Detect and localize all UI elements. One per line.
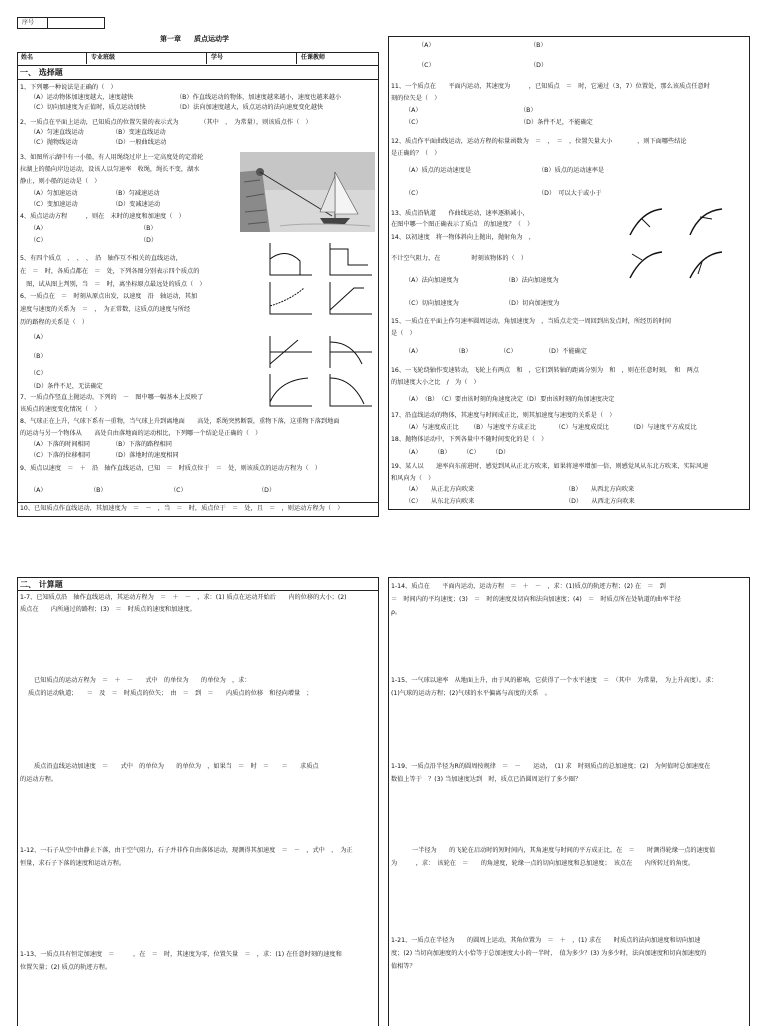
q8-line2: 的运动与另一个物体从 高处自由落地面的运动相比，下列哪一个结论是正确的（ ）: [20, 430, 262, 437]
section-divider: [17, 79, 379, 80]
q19-d: （D） 从西北方向吹来: [565, 498, 635, 505]
calc-1-14-line3: ρ。: [391, 609, 402, 616]
q7-line2: 该质点的速度变化情况（ ）: [20, 406, 101, 413]
q4-c: （C）: [30, 237, 47, 244]
chapter-label: 第一章: [160, 35, 181, 43]
q11-line2: 刻的位矢是（ ）: [391, 95, 441, 102]
q15-line2: 是（ ）: [391, 330, 416, 337]
field-name: 姓名: [17, 52, 87, 64]
q2: 2、一质点在平面上运动，已知质点的位置矢量的表示式为 （其中 、 为常量），则该质点作（ ）: [20, 119, 312, 126]
q12: 12、质点作平面曲线运动，运动方程的标量函数为 ＝ ， ＝ ，位置矢量大小 ，则下面哪些结论: [391, 138, 687, 145]
calc-1-14-line2: ＝ 时间内的平均速度；(3) ＝ 时的速度及切向和法向加速度；(4) ＝ 时质点所在处轨道的曲率半径: [391, 596, 681, 603]
q6-d: （D）条件不足，无法确定: [30, 383, 103, 390]
field-class: 专业班级: [87, 52, 207, 64]
q3-line3: 静止，则小船的运动是（ ）: [20, 178, 101, 185]
q9-c: （C）: [170, 487, 187, 494]
q19-a: （A） 从正北方向吹来: [405, 486, 475, 493]
q2-c: （C）抛物线运动: [30, 139, 78, 146]
q14-a: （A）法向加速度为: [405, 277, 459, 284]
q13-line2: 在图中哪一个图正确表示了质点 的加速度？（ ）: [391, 221, 534, 228]
q5-graph-c: [268, 280, 314, 316]
q7-graph-c: [268, 372, 314, 408]
section2-divider: [17, 590, 379, 591]
q11-a: （A）: [405, 107, 422, 114]
q14-c: （C）切向加速度为: [405, 300, 459, 307]
q3-d: （D）变减速运动: [112, 201, 161, 208]
calc-1-15-line2: (1)气球的运动方程；(2)气球的水平偏离与高度的关系 。: [391, 690, 551, 697]
q5-graph-a: [268, 241, 314, 277]
q10-a: （A）: [418, 42, 435, 49]
section-heading-2: 二、 计算题: [20, 580, 63, 589]
q18: 18、抛物体运动中，下列各量中不随时间变化的是（ ）: [391, 436, 548, 443]
q3-b: （B）匀减速运动: [112, 190, 160, 197]
calc-1-15: 1-15、一气球以速率 从地面上升，由于风的影响，它获得了一个水平速度 ＝ （其中 为常量， 为上升高度）。求：: [391, 677, 718, 684]
calc-1-7-line2: 质点在 内所通过的路程；(3) ＝ 时质点的速度和加速度。: [20, 606, 196, 613]
q2-a: （A）匀速直线运动: [30, 129, 84, 136]
serial-label: 序号: [18, 18, 48, 28]
field-id: 学号: [207, 52, 297, 64]
q11-b: （B）: [520, 107, 537, 114]
page-title: 质点运动学: [194, 35, 229, 43]
q6-line2: 速度与速度的关系为 ＝ ， 为正常数，这质点的速度与所经: [20, 306, 191, 313]
q6-a: （A）: [30, 334, 47, 341]
q17: 17、沿直线运动的物体，其速度与时间成正比，则其加速度与速度的关系是（ ）: [391, 412, 616, 419]
q12-line2: 是正确的？（ ）: [391, 150, 441, 157]
q6-b: （B）: [30, 353, 47, 360]
q10-c: （C）: [418, 62, 435, 69]
serial-box: [17, 17, 105, 29]
calc-1-20-line2: 为 ，求： 该轮在 ＝ 的角速度，轮缘一点的切向加速度和总加速度； 该点在 内所转过的角度。: [391, 860, 695, 867]
q5: 5、有四个质点 、 、 、 沿 轴作互不相关的直线运动，: [20, 255, 182, 262]
q1-a: （A）运动物体加速度越大，速度越快: [30, 94, 134, 101]
calc-1-13: 1-13、一质点具有恒定加速度 ＝ ，在 ＝ 时，其速度为零，位置矢量 ＝ ，求：(1) 在任意时刻的速度和: [20, 951, 342, 958]
q9-b: （B）: [90, 487, 107, 494]
field-teacher: 任课教师: [301, 54, 326, 61]
q11: 11、一个质点在 平面内运动，其速度为 ，已知质点 ＝ 时，它通过（3，7）位置处，那么该质点任意时: [391, 83, 710, 90]
q1-b: （B）作直线运动的物体，加速度越来越小，速度也越来越小: [176, 94, 342, 101]
q16-options: （A） （B） （C）要由该时刻的角速度决定（D）要由该时刻的角加速度决定: [405, 396, 615, 403]
q10-divider: [17, 502, 379, 503]
q17-b: （B）与速度平方成正比: [470, 424, 537, 431]
q14-d: （D）切向加速度为: [505, 300, 560, 307]
q1-c: （C）切向加速度为正值时，质点运动加快: [30, 104, 146, 111]
calc-1-12-line2: 恒量，求石子下落的速度和运动方程。: [20, 860, 126, 867]
q8-b: （B）下落的路程相同: [112, 441, 172, 448]
q17-c: （C）与速度成反比: [555, 424, 609, 431]
q19-line2: 和风向为（ ）: [391, 475, 435, 482]
q17-a: （A）与速度成正比: [405, 424, 459, 431]
q10-b: （B）: [530, 42, 547, 49]
q12-a: （A）质点的运动速度是: [405, 167, 472, 174]
q5-graph-b: [328, 241, 374, 277]
q12-b: （B）质点的运动速率是: [538, 167, 605, 174]
q8: 8、气球正在上升，气球下系有一重物，当气球上升到离地面 高处，系绳突然断裂，重物下落，这重物下落到地面: [20, 418, 340, 425]
q19-b: （B） 从西北方向吹来: [565, 486, 635, 493]
q9-a: （A）: [30, 487, 47, 494]
q16-line2: 的加速度大小之比 / 为（ ）: [391, 379, 480, 386]
calc-1-14: 1-14、质点在 平面内运动，运动方程 ＝ ＋ － ，求：(1)质点的轨迹方程；(2) 在 ＝ 到: [391, 583, 666, 590]
q6: 6、一质点在 ＝ 时刻从原点出发，以速度 沿 轴运动，其加: [20, 293, 198, 300]
q12-c: （C）: [405, 190, 422, 197]
q14: 14、以初速度 将一物体斜向上抛出，抛射角为 ，: [391, 234, 535, 241]
q17-d: （D）与速度平方成反比: [630, 424, 697, 431]
q2-b: （B）变速直线运动: [112, 129, 166, 136]
calc-1-9-line2: 的运动方程。: [20, 776, 58, 783]
q4-b: （B）: [140, 225, 157, 232]
q11-d: （D）条件不足，不能确定: [520, 119, 593, 126]
calc-1-21: 1-21、一质点在半径为 的圆周上运动，其角位置为 ＝ ＋ ，(1) 求在 时质点的法向加速度和切向加速: [391, 937, 701, 944]
right-panel-2: [388, 577, 750, 1026]
q14-b: （B）法向加速度为: [505, 277, 559, 284]
q6-line3: 历的路程的关系是（ ）: [20, 319, 89, 326]
calc-1-8-line2: 质点的运动轨道； ＝ 及 ＝ 时质点的位矢； 由 ＝ 到 ＝ 内质点的位移 和径向增量 ；: [28, 690, 313, 697]
q3-line2: 拉湖上的船向岸边运动，设该人以匀速率 收绳，绳长不变，湖水: [20, 166, 200, 173]
q5-line3: 图，试从图上判别，当 ＝ 时，离坐标原点最远处的质点（ ）: [20, 281, 206, 288]
calc-1-12: 1-12、一石子从空中由静止下落，由于空气阻力，石子并非作自由落体运动，现测得其加速度 ＝ － ，式中 、 为正: [20, 847, 353, 854]
q10-d: （D）: [530, 62, 548, 69]
q15-d: （D）不能确定: [545, 348, 587, 355]
boat-pulley-illustration: [240, 152, 375, 232]
q7-graph-d: [328, 372, 374, 408]
calc-1-19-line2: 数值上等于 ？(3) 当加速度达到 时，质点已沿圆周运行了多少圈？: [391, 776, 582, 783]
q13-curve-b: [688, 205, 724, 239]
q4-a: （A）: [30, 225, 47, 232]
q7-graph-b: [328, 334, 374, 370]
q1-d: （D）法向加速度越大，质点运动的法向速度变化越快: [176, 104, 324, 111]
q5-line2: 在 ＝ 时，各质点都在 ＝ 处，下列各图分别表示四个质点的: [20, 268, 200, 275]
q8-d: （D）落地时的速度相同: [112, 452, 179, 459]
q7: 7、一质点作竖直上抛运动，下列的 － 图中哪一幅基本上反映了: [20, 394, 204, 401]
calc-1-13-line2: 位置矢量；(2) 质点的轨迹方程。: [20, 964, 112, 971]
q5-graph-d: [328, 280, 374, 316]
q3: 3、如图所示湖中有一小船，有人用绳绕过岸上一定高度处的定滑轮: [20, 154, 204, 161]
section-heading-1: 一、 选择题: [20, 68, 63, 77]
calc-1-21-line2: 度；(2) 当切向加速度的大小恰等于总加速度大小的一半时， 值为多少？(3) 为多少时，法向加速度和切向加速度的: [391, 950, 707, 957]
q3-c: （C）变加速运动: [30, 201, 78, 208]
q16: 16、一飞轮绕轴作变速转动，飞轮上有两点 和 ，它们到转轴的距离分别为 和 ，则在任意时刻， 和 两点: [391, 367, 699, 374]
q15-a: （A）: [405, 348, 422, 355]
q13-curve-a: [628, 205, 664, 239]
q12-d: （D） 可以大于或小于: [538, 190, 602, 197]
q3-a: （A）匀加速运动: [30, 190, 78, 197]
q11-c: （C）: [405, 119, 422, 126]
q19: 19、某人以 速率向东前进时，感觉到风从正北方吹来，如果将速率增加一倍，则感觉风从东北方吹来，实际风速: [391, 463, 709, 470]
q13-curve-d: [688, 248, 724, 282]
q8-a: （A）下落的时间相同: [30, 441, 90, 448]
q10: 10、已知质点作直线运动，其加速度为 ＝ － ，当 ＝ 时，质点位于 ＝ 处，且 ＝ ，则运动方程为（ ）: [20, 505, 344, 512]
q15-c: （C）: [500, 348, 517, 355]
q15: 15、一质点在平面上作匀速率圆周运动，角加速度为 ，当质点走完一周回到出发点时，所经历的时间: [391, 318, 672, 325]
q9: 9、质点以速度 ＝ ＋ 沿 轴作直线运动，已知 ＝ 时质点位于 ＝ 处，则该质点的运动方程为（ ）: [20, 465, 321, 472]
q4: 4、质点运动方程 ，则在 末时的速度和加速度（ ）: [20, 213, 185, 220]
q6-c: （C）: [30, 370, 47, 377]
q14-line2: 不计空气阻力，在 时刻该物体的（ ）: [391, 255, 528, 262]
calc-1-21-line3: 值相等？: [391, 963, 416, 970]
calc-1-19: 1-19、一质点沿半径为R的圆周按规律 ＝ － 运动， (1) 求 时刻质点的总加速度；(2) 为何值时总加速度在: [391, 763, 711, 770]
q9-d: （D）: [258, 487, 276, 494]
q13-curve-c: [628, 248, 664, 282]
q4-d: （D）: [140, 237, 158, 244]
calc-1-8: 已知质点的运动方程为 ＝ ＋ － 式中 的单位为 的单位为 ，求：: [34, 677, 251, 684]
info-row: [17, 52, 379, 66]
calc-1-9: 质点沿直线运动加速度 ＝ 式中 的单位为 的单位为 ，如果当 ＝ 时 ＝ ＝ 求质点: [34, 763, 319, 770]
q19-c: （C） 从东北方向吹来: [405, 498, 475, 505]
q18-options: （A） （B） （C） （D）: [405, 449, 510, 456]
calc-1-7: 1-7、已知质点沿 轴作直线运动，其运动方程为 ＝ ＋ － ，求：(1) 质点在运动开始后 内的位移的大小；(2): [20, 594, 347, 601]
q13: 13、质点沿轨道 作曲线运动，速率逐渐减小，: [391, 210, 529, 217]
q15-b: （B）: [455, 348, 472, 355]
q7-graph-a: [268, 334, 314, 370]
q2-d: （D）一般曲线运动: [112, 139, 167, 146]
q8-c: （C）下落的位移相同: [30, 452, 91, 459]
calc-1-20: 一半径为 的飞轮在启动时的短时间内，其角速度与时间的平方成正比，在 ＝ 时测得轮缘一点的速度值: [412, 847, 716, 854]
q1: 1、下列哪一种说法是正确的（ ）: [20, 84, 117, 91]
